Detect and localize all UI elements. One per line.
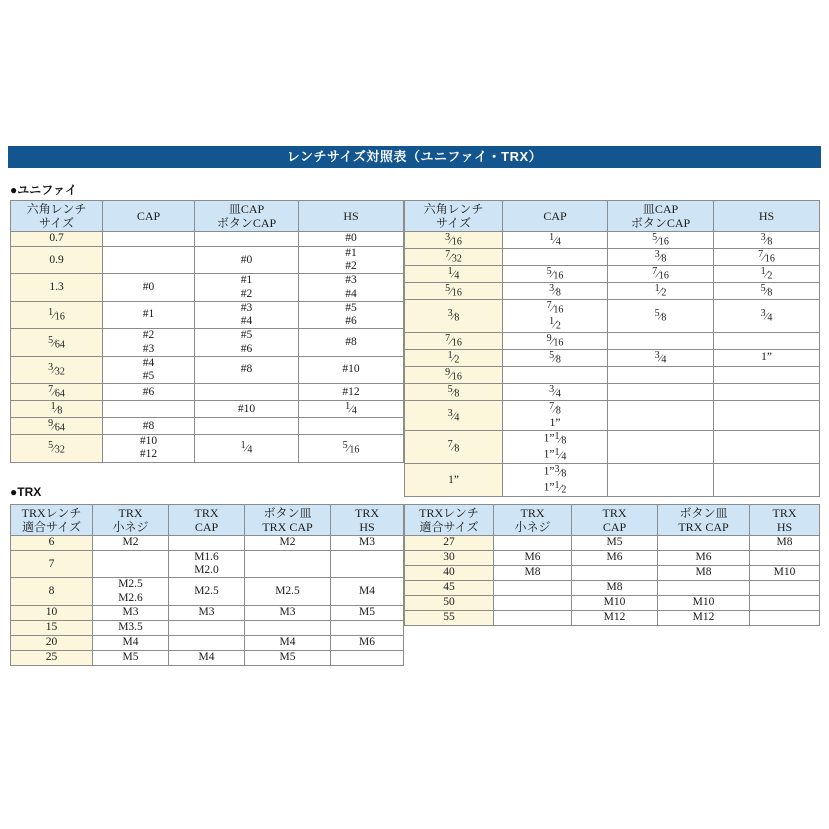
table-row <box>11 401 404 418</box>
unify-right-body <box>405 232 820 497</box>
table-row <box>405 401 820 431</box>
cell-size: $^9⁄_{16}$ <box>405 367 503 384</box>
table-row <box>11 356 404 383</box>
cell-size: $^1⁄_4$ <box>405 266 503 283</box>
cell-hs: M3 <box>331 536 404 551</box>
cell-cap: $^7⁄_8$ 1” <box>503 401 608 431</box>
cell-button: M2 <box>245 536 331 551</box>
cell-cap: M1.6 M2.0 <box>169 551 245 578</box>
cell-hs: $^3⁄_4$ <box>714 300 820 333</box>
table-row <box>11 232 404 247</box>
cell-dish: $^3⁄_8$ <box>608 249 714 266</box>
cell-size: $^7⁄_8$ <box>405 431 503 464</box>
cell-button: M12 <box>658 611 750 626</box>
page-title: レンチサイズ対照表（ユニファイ・TRX） <box>8 146 821 168</box>
cell-size: 7 <box>11 551 93 578</box>
cell-size: 0.9 <box>11 247 103 274</box>
cell-size: $^5⁄_{64}$ <box>11 329 103 356</box>
cell-cap: M6 <box>572 551 658 566</box>
table-row <box>11 536 404 551</box>
cell-button: M8 <box>658 566 750 581</box>
table-row <box>405 249 820 266</box>
column-header-3: TRX CAP <box>572 505 658 536</box>
trx-right-body <box>405 536 820 626</box>
table-row <box>405 551 820 566</box>
cell-hs: #0 <box>299 232 404 247</box>
cell-button <box>245 551 331 578</box>
cell-dish: #10 <box>195 401 299 418</box>
table-header-row <box>405 201 820 232</box>
cell-small <box>494 596 572 611</box>
cell-hs: M5 <box>331 605 404 620</box>
column-header-1: 六角レンチ サイズ <box>405 201 503 232</box>
cell-cap: M8 <box>572 581 658 596</box>
table-row <box>405 232 820 249</box>
cell-size: $^7⁄_{16}$ <box>405 333 503 350</box>
column-header-2: TRX 小ネジ <box>494 505 572 536</box>
table-row <box>11 418 404 435</box>
cell-hs <box>714 367 820 384</box>
table-row <box>11 435 404 462</box>
column-header-2: CAP <box>503 201 608 232</box>
cell-hs <box>714 431 820 464</box>
cell-cap: $^9⁄_{16}$ <box>503 333 608 350</box>
cell-cap <box>103 232 195 247</box>
cell-hs <box>714 384 820 401</box>
cell-hs <box>331 620 404 635</box>
cell-small: M3 <box>93 605 169 620</box>
cell-button: M3 <box>245 605 331 620</box>
cell-hs: #1 #2 <box>299 247 404 274</box>
table-row <box>11 384 404 401</box>
cell-dish <box>195 232 299 247</box>
cell-dish <box>608 367 714 384</box>
cell-size: $^5⁄_{32}$ <box>11 435 103 462</box>
cell-size: $^1⁄_2$ <box>405 350 503 367</box>
cell-hs <box>714 464 820 497</box>
cell-hs: #5 #6 <box>299 301 404 328</box>
cell-size: $^3⁄_4$ <box>405 401 503 431</box>
cell-button <box>658 581 750 596</box>
cell-dish <box>195 384 299 401</box>
cell-hs: M8 <box>750 536 820 551</box>
cell-dish <box>608 384 714 401</box>
cell-hs <box>750 596 820 611</box>
cell-button: M4 <box>245 635 331 650</box>
cell-cap <box>503 367 608 384</box>
cell-size: 6 <box>11 536 93 551</box>
cell-size: 15 <box>11 620 93 635</box>
cell-small <box>494 536 572 551</box>
cell-cap <box>572 566 658 581</box>
cell-dish <box>608 464 714 497</box>
cell-dish: #0 <box>195 247 299 274</box>
table-header-row <box>11 505 404 536</box>
cell-hs: 1” <box>714 350 820 367</box>
table-row <box>11 578 404 605</box>
table-row <box>11 551 404 578</box>
cell-size: 20 <box>11 635 93 650</box>
cell-hs: M6 <box>331 635 404 650</box>
unify-right-head <box>405 201 820 232</box>
cell-hs <box>750 551 820 566</box>
table-row <box>11 635 404 650</box>
cell-size: 0.7 <box>11 232 103 247</box>
cell-cap: #6 <box>103 384 195 401</box>
cell-size: 50 <box>405 596 494 611</box>
cell-size: 27 <box>405 536 494 551</box>
cell-hs <box>714 333 820 350</box>
cell-hs: M4 <box>331 578 404 605</box>
cell-size: 30 <box>405 551 494 566</box>
trx-left-table <box>10 504 404 666</box>
section-heading-trx: ●TRX <box>10 485 42 499</box>
table-header-row <box>405 505 820 536</box>
cell-cap: M10 <box>572 596 658 611</box>
cell-small: M5 <box>93 650 169 665</box>
cell-hs <box>331 650 404 665</box>
table-row <box>11 247 404 274</box>
column-header-1: TRXレンチ 適合サイズ <box>11 505 93 536</box>
cell-cap <box>169 620 245 635</box>
cell-dish <box>195 418 299 435</box>
table-row <box>405 300 820 333</box>
column-header-3: 皿CAP ボタンCAP <box>195 201 299 232</box>
cell-cap: M2.5 <box>169 578 245 605</box>
table-row <box>405 464 820 497</box>
column-header-2: CAP <box>103 201 195 232</box>
cell-hs: #3 #4 <box>299 274 404 301</box>
cell-size: $^5⁄_{16}$ <box>405 283 503 300</box>
trx-left-head <box>11 505 404 536</box>
cell-hs: #12 <box>299 384 404 401</box>
column-header-1: 六角レンチ サイズ <box>11 201 103 232</box>
cell-hs: $^3⁄_8$ <box>714 232 820 249</box>
table-header-row <box>11 201 404 232</box>
column-header-5: TRX HS <box>331 505 404 536</box>
cell-cap: $^5⁄_{16}$ <box>503 266 608 283</box>
cell-size: 10 <box>11 605 93 620</box>
cell-size: 8 <box>11 578 93 605</box>
cell-cap: #1 <box>103 301 195 328</box>
cell-small: M2 <box>93 536 169 551</box>
cell-dish: $^5⁄_8$ <box>608 300 714 333</box>
cell-cap <box>169 635 245 650</box>
cell-dish: $^7⁄_{16}$ <box>608 266 714 283</box>
cell-size: $^7⁄_{32}$ <box>405 249 503 266</box>
table-row <box>405 350 820 367</box>
cell-hs <box>299 418 404 435</box>
cell-hs: $^1⁄_4$ <box>299 401 404 418</box>
cell-button <box>245 620 331 635</box>
cell-size: 1.3 <box>11 274 103 301</box>
cell-small <box>494 581 572 596</box>
cell-size: $^1⁄_{16}$ <box>11 301 103 328</box>
cell-dish: $^1⁄_4$ <box>195 435 299 462</box>
cell-dish: $^3⁄_4$ <box>608 350 714 367</box>
table-row <box>405 581 820 596</box>
cell-cap <box>169 536 245 551</box>
table-row <box>405 566 820 581</box>
table-row <box>405 283 820 300</box>
cell-hs: $^5⁄_{16}$ <box>299 435 404 462</box>
table-row <box>11 605 404 620</box>
section-heading-unify: ●ユニファイ <box>10 183 78 197</box>
cell-cap: M4 <box>169 650 245 665</box>
cell-button <box>658 536 750 551</box>
cell-size: 25 <box>11 650 93 665</box>
unify-left-head <box>11 201 404 232</box>
table-row <box>405 596 820 611</box>
cell-cap <box>103 247 195 274</box>
column-header-3: 皿CAP ボタンCAP <box>608 201 714 232</box>
column-header-4: ボタン皿 TRX CAP <box>245 505 331 536</box>
cell-cap: #10 #12 <box>103 435 195 462</box>
cell-dish: #8 <box>195 356 299 383</box>
column-header-4: HS <box>714 201 820 232</box>
cell-size: 1” <box>405 464 503 497</box>
cell-small <box>494 611 572 626</box>
cell-cap: #2 #3 <box>103 329 195 356</box>
table-row <box>11 620 404 635</box>
cell-hs <box>714 401 820 431</box>
cell-dish: $^5⁄_{16}$ <box>608 232 714 249</box>
cell-dish: #1 #2 <box>195 274 299 301</box>
column-header-4: HS <box>299 201 404 232</box>
cell-cap: M12 <box>572 611 658 626</box>
unify-left-table <box>10 200 404 463</box>
cell-cap: $^7⁄_{16}$ $^1⁄_2$ <box>503 300 608 333</box>
column-header-2: TRX 小ネジ <box>93 505 169 536</box>
cell-hs: #10 <box>299 356 404 383</box>
table-row <box>405 536 820 551</box>
unify-left-body <box>11 232 404 463</box>
cell-size: 40 <box>405 566 494 581</box>
cell-cap: #4 #5 <box>103 356 195 383</box>
cell-button: M10 <box>658 596 750 611</box>
cell-cap: M3 <box>169 605 245 620</box>
cell-dish <box>608 431 714 464</box>
column-header-4: ボタン皿 TRX CAP <box>658 505 750 536</box>
column-header-3: TRX CAP <box>169 505 245 536</box>
cell-cap: #8 <box>103 418 195 435</box>
cell-cap: $1”^3⁄_8$ $1”^1⁄_2$ <box>503 464 608 497</box>
trx-right-head <box>405 505 820 536</box>
cell-small: M3.5 <box>93 620 169 635</box>
cell-size: $^3⁄_{16}$ <box>405 232 503 249</box>
table-row <box>405 384 820 401</box>
cell-size: $^9⁄_{64}$ <box>11 418 103 435</box>
unify-right-table <box>404 200 820 497</box>
column-header-1: TRXレンチ 適合サイズ <box>405 505 494 536</box>
cell-dish <box>608 401 714 431</box>
cell-small: M8 <box>494 566 572 581</box>
cell-cap: $^1⁄_4$ <box>503 232 608 249</box>
cell-hs <box>750 611 820 626</box>
cell-small: M2.5 M2.6 <box>93 578 169 605</box>
cell-small: M4 <box>93 635 169 650</box>
table-row <box>405 367 820 384</box>
cell-hs: $^7⁄_{16}$ <box>714 249 820 266</box>
cell-size: $^1⁄_8$ <box>11 401 103 418</box>
cell-cap: $^3⁄_4$ <box>503 384 608 401</box>
cell-size: 45 <box>405 581 494 596</box>
cell-button: M5 <box>245 650 331 665</box>
table-row <box>11 329 404 356</box>
cell-hs <box>750 581 820 596</box>
cell-size: 55 <box>405 611 494 626</box>
cell-hs: $^1⁄_2$ <box>714 266 820 283</box>
cell-cap: #0 <box>103 274 195 301</box>
table-row <box>405 266 820 283</box>
cell-hs <box>331 551 404 578</box>
cell-hs: #8 <box>299 329 404 356</box>
table-row <box>11 650 404 665</box>
cell-button: M6 <box>658 551 750 566</box>
cell-cap: $^5⁄_8$ <box>503 350 608 367</box>
cell-size: $^3⁄_{32}$ <box>11 356 103 383</box>
cell-hs: $^5⁄_8$ <box>714 283 820 300</box>
cell-dish: #3 #4 <box>195 301 299 328</box>
cell-cap: M5 <box>572 536 658 551</box>
cell-dish: #5 #6 <box>195 329 299 356</box>
column-header-5: TRX HS <box>750 505 820 536</box>
trx-right-table <box>404 504 820 626</box>
cell-cap <box>503 249 608 266</box>
table-row <box>405 611 820 626</box>
cell-hs: M10 <box>750 566 820 581</box>
cell-cap: $^3⁄_8$ <box>503 283 608 300</box>
cell-small: M6 <box>494 551 572 566</box>
cell-size: $^5⁄_8$ <box>405 384 503 401</box>
table-row <box>11 274 404 301</box>
table-row <box>11 301 404 328</box>
cell-button: M2.5 <box>245 578 331 605</box>
trx-left-body <box>11 536 404 666</box>
table-row <box>405 431 820 464</box>
cell-cap <box>103 401 195 418</box>
cell-dish: $^1⁄_2$ <box>608 283 714 300</box>
table-row <box>405 333 820 350</box>
cell-small <box>93 551 169 578</box>
cell-cap: $1”^1⁄_8$ $1”^1⁄_4$ <box>503 431 608 464</box>
cell-dish <box>608 333 714 350</box>
cell-size: $^3⁄_8$ <box>405 300 503 333</box>
cell-size: $^7⁄_{64}$ <box>11 384 103 401</box>
